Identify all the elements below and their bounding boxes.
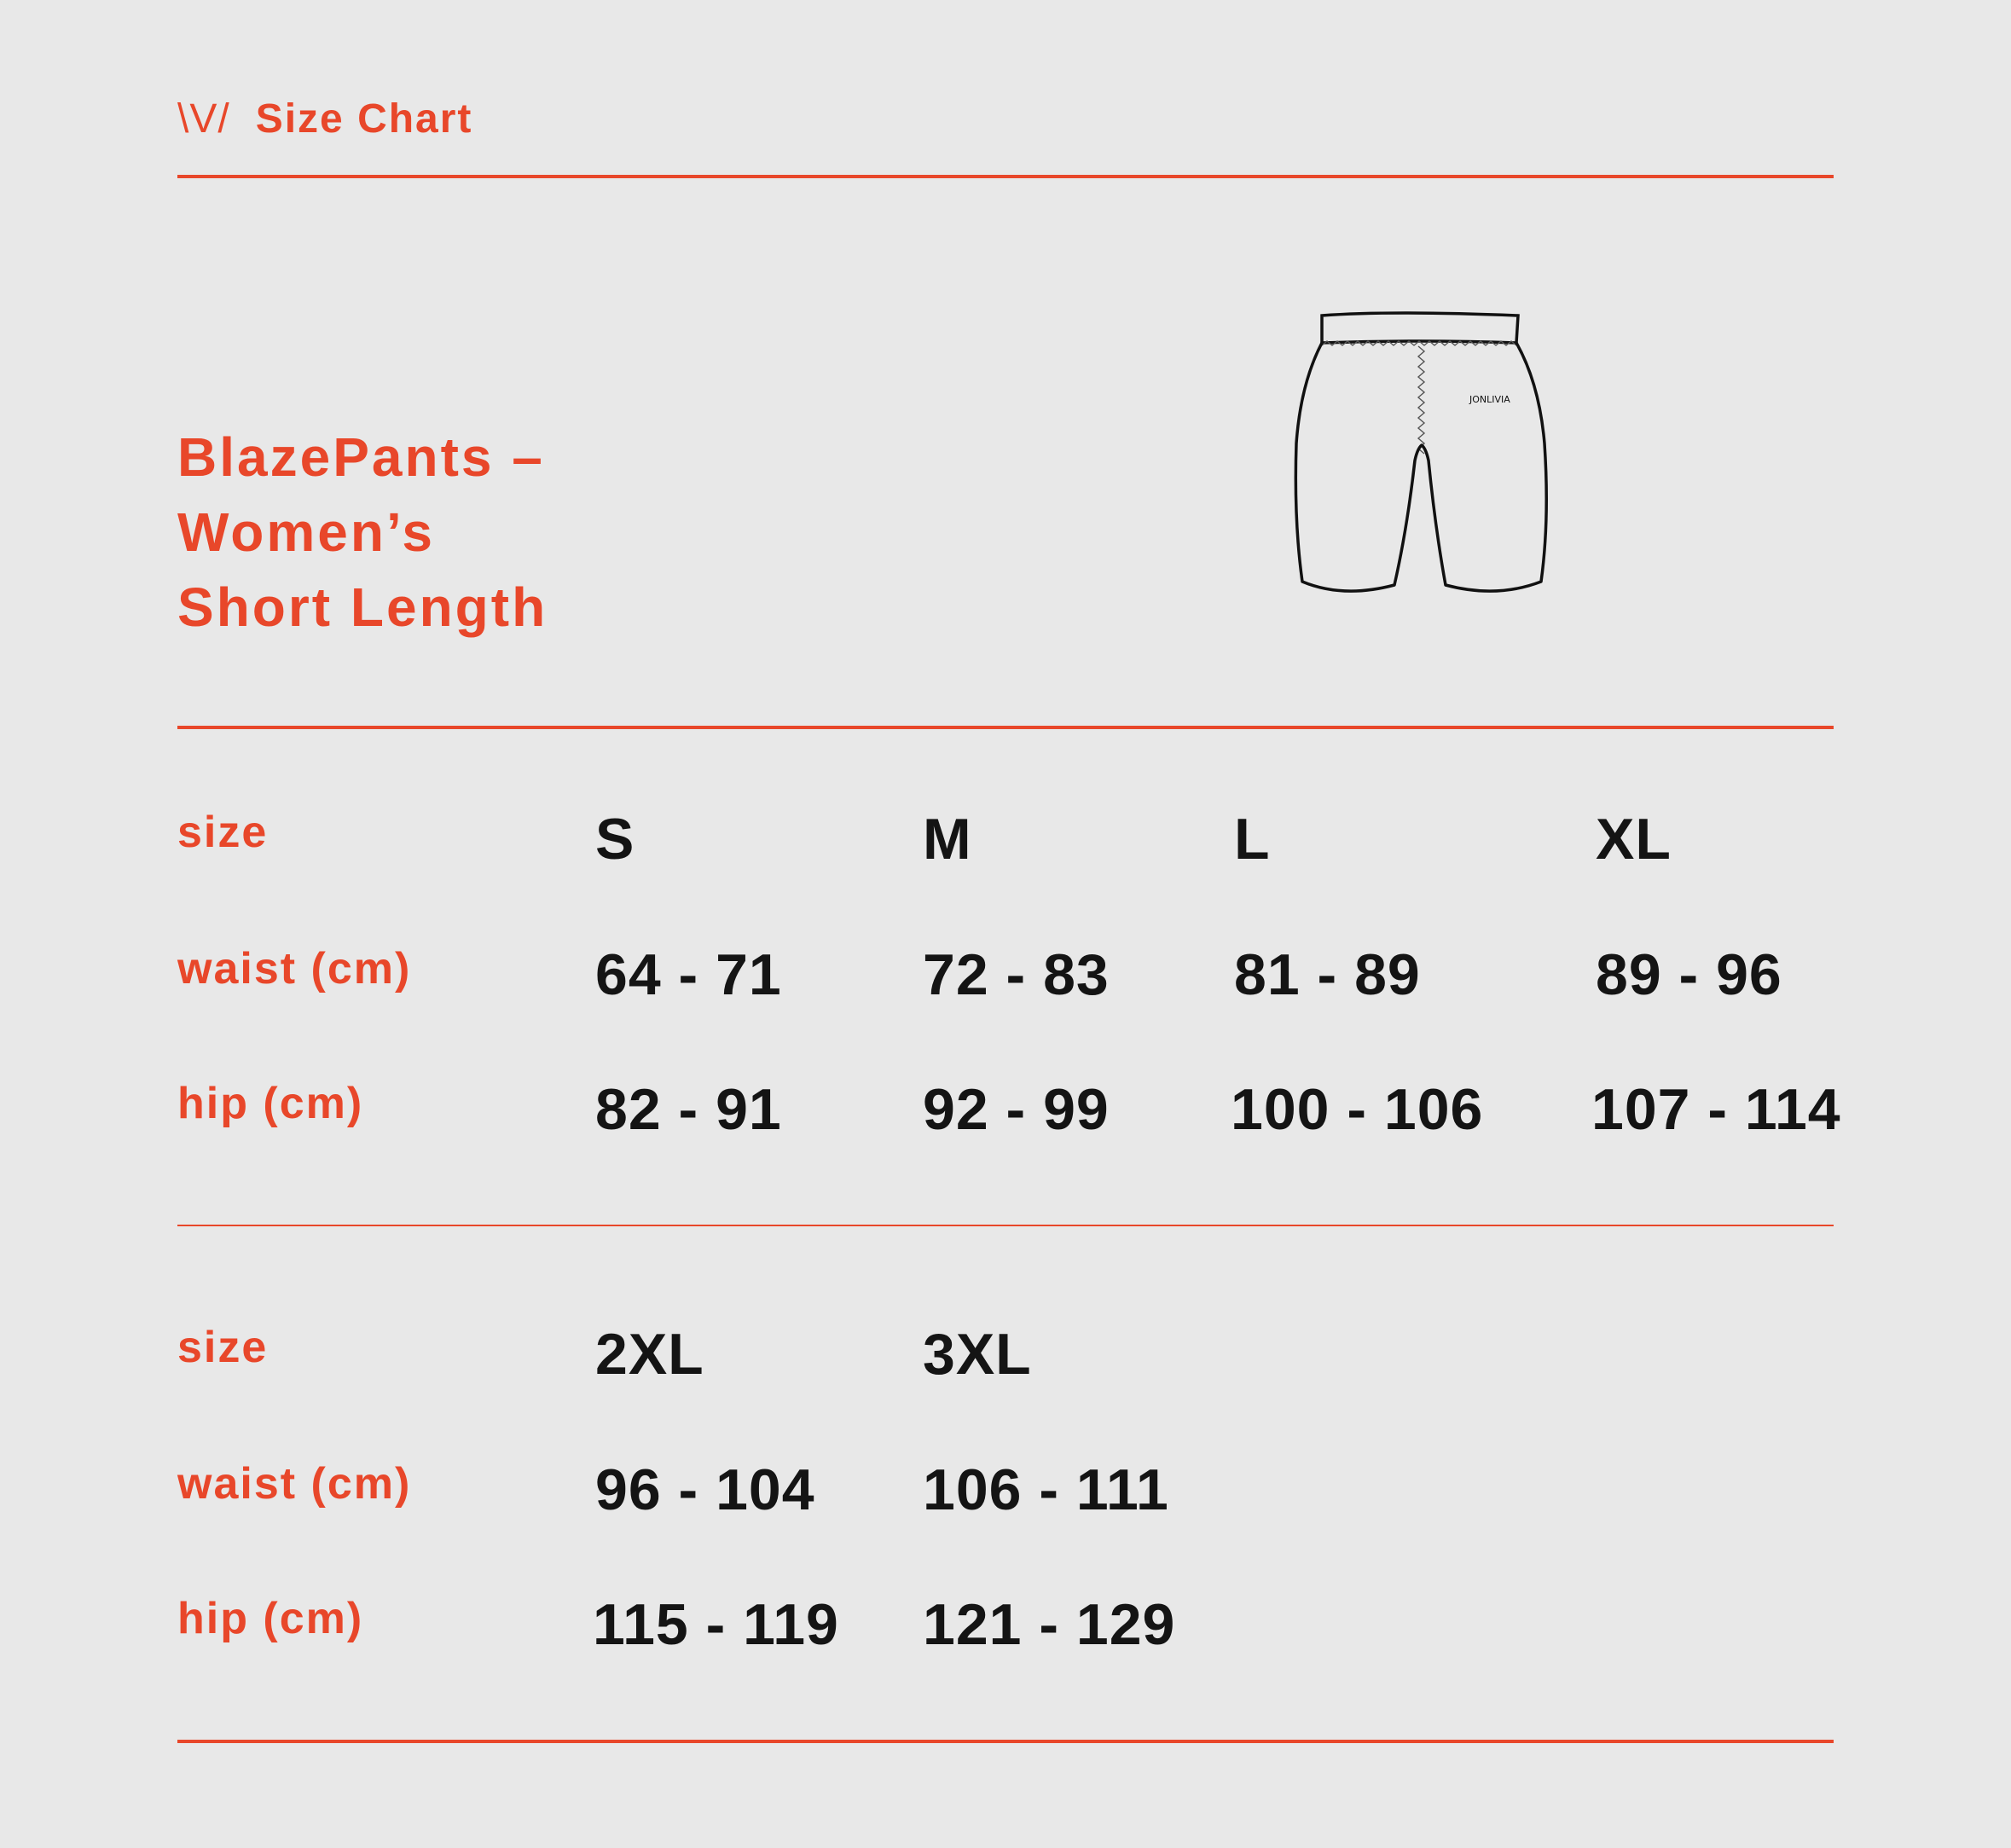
- hip-cell-3xl: 121 - 129: [923, 1592, 1176, 1657]
- size-cell-2xl: 2XL: [595, 1322, 704, 1387]
- brand-mark: \V/: [177, 96, 230, 142]
- row-label-waist: waist (cm): [177, 944, 412, 994]
- waist-cell-3xl: 106 - 111: [923, 1457, 1169, 1522]
- product-title-line-2: Women’s: [177, 501, 435, 563]
- hip-cell-m: 92 - 99: [923, 1077, 1110, 1142]
- size-cell-3xl: 3XL: [923, 1322, 1032, 1387]
- product-title: [177, 420, 548, 645]
- waist-cell-2xl: 96 - 104: [595, 1457, 815, 1522]
- row-label-waist-2: waist (cm): [177, 1459, 412, 1509]
- row-label-size-2: size: [177, 1323, 269, 1372]
- size-chart-header: [177, 96, 472, 142]
- row-label-hip: hip (cm): [177, 1079, 364, 1128]
- waist-cell-xl: 89 - 96: [1596, 942, 1782, 1007]
- hip-cell-s: 82 - 91: [595, 1077, 782, 1142]
- size-cell-s: S: [595, 807, 635, 872]
- hip-cell-xl: 107 - 114: [1591, 1077, 1841, 1142]
- header-title: Size Chart: [255, 96, 473, 142]
- divider-bottom: [177, 1740, 1834, 1743]
- waist-cell-l: 81 - 89: [1234, 942, 1421, 1007]
- waist-cell-m: 72 - 83: [923, 942, 1110, 1007]
- waist-cell-s: 64 - 71: [595, 942, 782, 1007]
- product-title-line-1: BlazePants –: [177, 426, 545, 488]
- product-title-line-3: Short Length: [177, 576, 548, 638]
- row-label-hip-2: hip (cm): [177, 1594, 364, 1643]
- size-cell-l: L: [1234, 807, 1271, 872]
- divider-top: [177, 175, 1834, 178]
- row-label-size: size: [177, 808, 269, 857]
- divider-product: [177, 726, 1834, 729]
- illustration-brand-text: JONLIVIA: [1469, 394, 1510, 405]
- divider-tables: [177, 1225, 1834, 1226]
- size-cell-m: M: [923, 807, 972, 872]
- shorts-illustration: [1284, 307, 1565, 597]
- hip-cell-2xl: 115 - 119: [593, 1592, 839, 1657]
- size-cell-xl: XL: [1596, 807, 1672, 872]
- hip-cell-l: 100 - 106: [1231, 1077, 1484, 1142]
